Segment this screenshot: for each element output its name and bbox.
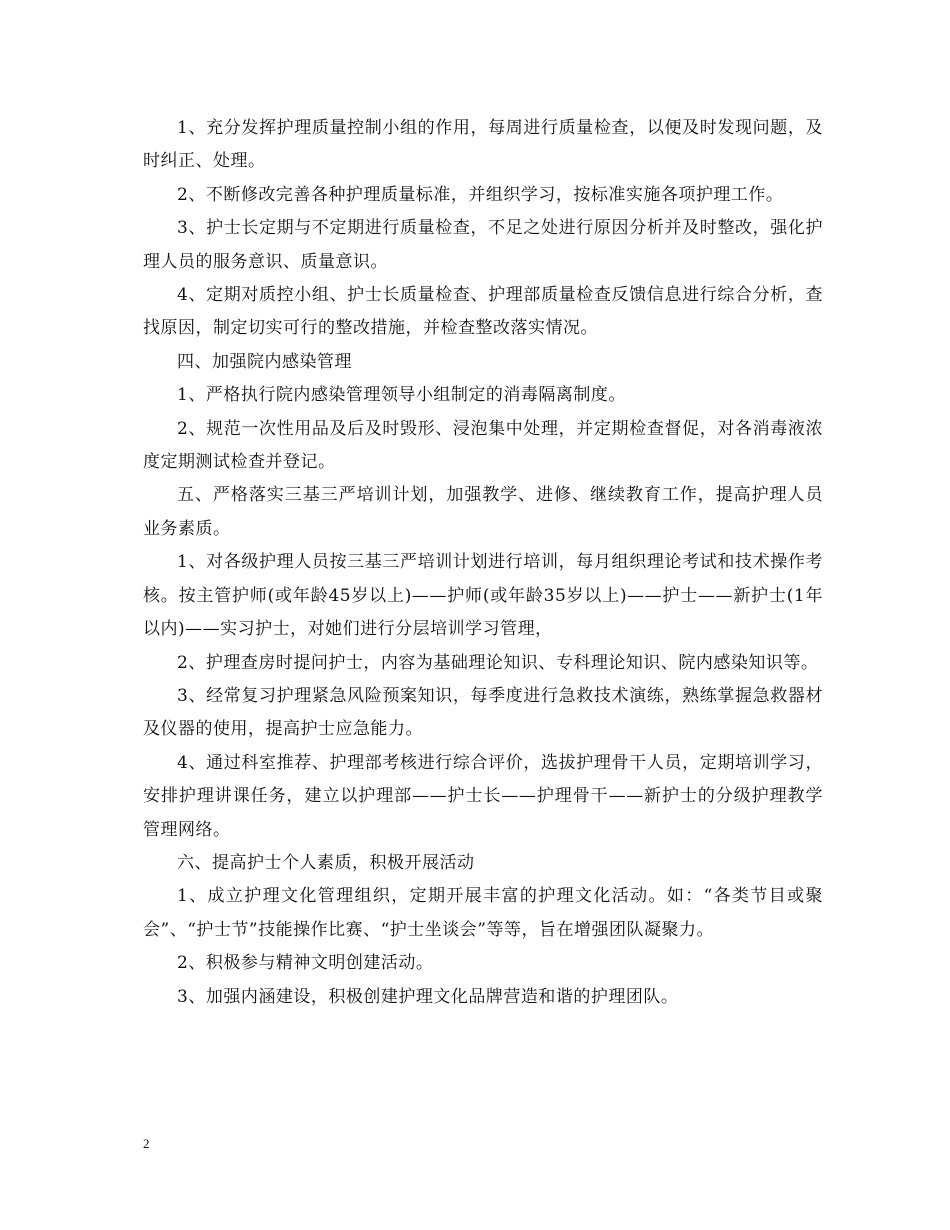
section-heading: 五、严格落实三基三严培训计划，加强教学、进修、继续教育工作，提高护理人员业务素质。 <box>143 485 823 539</box>
section-heading: 六、提高护士个人素质，积极开展活动 <box>177 852 475 873</box>
paragraph: 3、护士长定期与不定期进行质量检查，不足之处进行原因分析并及时整改，强化护理人员的服务意识、质量意识。 <box>143 218 823 272</box>
document-body <box>143 112 823 1014</box>
paragraph: 2、不断修改完善各种护理质量标准，并组织学习，按标准实施各项护理工作。 <box>177 184 784 205</box>
page-number: 2 <box>143 1136 150 1151</box>
paragraph: 4、通过科室推荐、护理部考核进行综合评价，选拔护理骨干人员，定期培训学习，安排护理讲课任务，建立以护理部——护士长——护理骨干——新护士的分级护理教学管理网络。 <box>143 752 823 840</box>
paragraph: 2、规范一次性用品及后及时毁形、浸泡集中处理，并定期检查督促，对各消毒液浓度定期测试检查并登记。 <box>143 418 823 473</box>
paragraph: 2、护理查房时提问护士，内容为基础理论知识、专科理论知识、院内感染知识等。 <box>177 652 819 673</box>
section-heading: 四、加强院内感染管理 <box>177 351 352 372</box>
paragraph: 4、定期对质控小组、护士长质量检查、护理部质量检查反馈信息进行综合分析，查找原因，制定切实可行的整改措施，并检查整改落实情况。 <box>143 285 823 339</box>
paragraph: 3、加强内涵建设，积极创建护理文化品牌营造和谐的护理团队。 <box>177 986 679 1007</box>
paragraph: 1、对各级护理人员按三基三严培训计划进行培训，每月组织理论考试和技术操作考核。按主管护师(或年龄45岁以上)——护师(或年龄35岁以上)——护士——新护士(1年以内)——实习护士，对她们进行分层培训学习管理， <box>143 552 823 640</box>
paragraph: 2、积极参与精神文明创建活动。 <box>177 953 434 974</box>
paragraph: 1、成立护理文化管理组织，定期开展丰富的护理文化活动。如：“各类节目或聚会”、“护士节”技能操作比赛、“护士坐谈会”等等，旨在增强团队凝聚力。 <box>143 886 823 940</box>
paragraph: 1、严格执行院内感染管理领导小组制定的消毒隔离制度。 <box>177 385 626 406</box>
paragraph: 3、经常复习护理紧急风险预案知识，每季度进行急救技术演练，熟练掌握急救器材及仪器的使用，提高护士应急能力。 <box>143 685 823 740</box>
paragraph: 1、充分发挥护理质量控制小组的作用，每周进行质量检查，以便及时发现问题，及时纠正、处理。 <box>143 118 823 172</box>
